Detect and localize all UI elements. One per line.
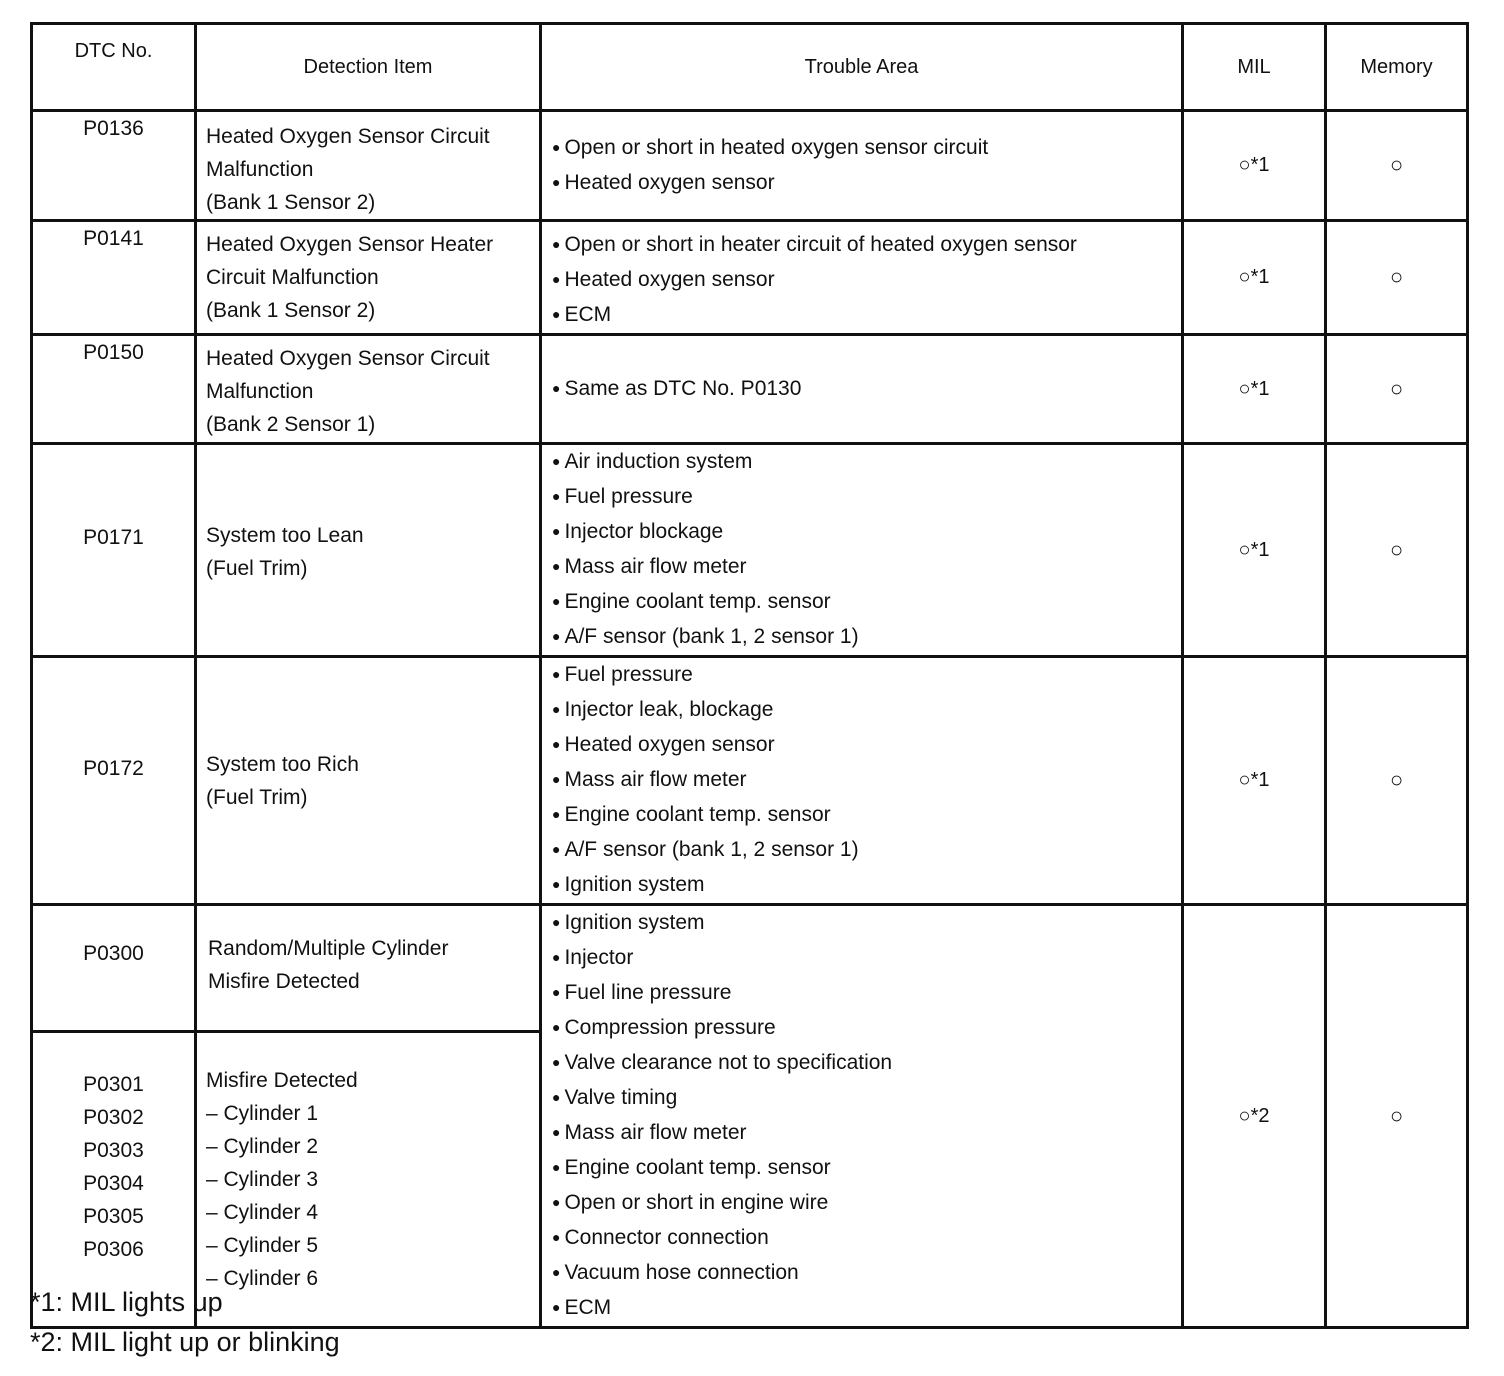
item-line: (Fuel Trim) <box>206 557 308 580</box>
item-line: (Bank 2 Sensor 1) <box>206 413 376 436</box>
bullet-icon: ● <box>552 1264 561 1280</box>
table-row <box>32 905 1468 1032</box>
trouble-area-item: ● Air induction system <box>552 450 753 473</box>
item-line: – Cylinder 4 <box>206 1201 319 1225</box>
item-line: System too Lean <box>206 524 364 547</box>
bullet-icon: ● <box>552 523 561 539</box>
detection-item-cell <box>196 221 541 335</box>
table-row <box>32 657 1468 905</box>
bullet-icon: ● <box>552 876 561 892</box>
circle-icon: ○ <box>1389 536 1404 562</box>
trouble-area-cell <box>541 657 1183 905</box>
mil-cell: ○*1 <box>1183 444 1326 657</box>
bullet-icon: ● <box>552 558 561 574</box>
detection-item-cell <box>196 657 541 905</box>
bullet-icon: ● <box>552 984 561 1000</box>
trouble-area-item: ● A/F sensor (bank 1, 2 sensor 1) <box>552 625 859 648</box>
trouble-area-cell <box>541 111 1183 221</box>
memory-cell <box>1326 221 1468 335</box>
trouble-area-item: ● Compression pressure <box>552 1016 776 1039</box>
dtc-cell <box>32 221 196 335</box>
item-line: System too Rich <box>206 752 359 776</box>
item-line: – Cylinder 3 <box>206 1168 319 1192</box>
header-trouble-area: Trouble Area <box>541 24 1183 111</box>
memory-cell <box>1326 905 1468 1328</box>
trouble-area-item: ● Heated oxygen sensor <box>552 268 775 291</box>
item-line: Heated Oxygen Sensor Circuit <box>206 125 490 148</box>
dtc-code: P0305 <box>83 1204 144 1228</box>
bullet-icon: ● <box>552 1194 561 1210</box>
bullet-icon: ● <box>552 453 561 469</box>
trouble-area-item: ● Engine coolant temp. sensor <box>552 590 831 613</box>
trouble-area-item: ● Engine coolant temp. sensor <box>552 803 831 826</box>
trouble-area-cell <box>541 905 1183 1328</box>
bullet-icon: ● <box>552 1299 561 1315</box>
memory-cell <box>1326 335 1468 444</box>
table-row <box>32 444 1468 657</box>
bullet-icon: ● <box>552 138 561 155</box>
table-row <box>32 111 1468 221</box>
dtc-cell <box>32 657 196 905</box>
item-line: – Cylinder 6 <box>206 1267 319 1291</box>
item-line: – Cylinder 2 <box>206 1135 319 1159</box>
header-detection-item: Detection Item <box>196 24 541 111</box>
dtc-code: P0136 <box>83 117 144 140</box>
mil-cell: ○*2 <box>1183 905 1326 1328</box>
trouble-area-item: ● Vacuum hose connection <box>552 1261 799 1284</box>
bullet-icon: ● <box>552 701 561 717</box>
trouble-area-item: ● Valve timing <box>552 1086 678 1109</box>
memory-cell <box>1326 444 1468 657</box>
trouble-area-item: ● Fuel line pressure <box>552 981 732 1004</box>
bullet-icon: ● <box>552 1229 561 1245</box>
trouble-area-item: ● Mass air flow meter <box>552 1121 747 1144</box>
footnotes <box>30 1282 340 1362</box>
bullet-icon: ● <box>552 1089 561 1105</box>
item-line: Misfire Detected <box>208 970 360 994</box>
trouble-area-item: ● Heated oxygen sensor <box>552 733 775 756</box>
bullet-icon: ● <box>552 1054 561 1070</box>
dtc-cell <box>32 335 196 444</box>
item-line: Misfire Detected <box>206 1069 358 1093</box>
trouble-area-item: ● Connector connection <box>552 1226 769 1249</box>
trouble-area-item: ● Injector <box>552 946 634 969</box>
bullet-icon: ● <box>552 488 561 504</box>
bullet-icon: ● <box>552 806 561 822</box>
trouble-area-cell <box>541 221 1183 335</box>
trouble-area-item: ● Mass air flow meter <box>552 768 747 791</box>
circle-icon: ○ <box>1389 264 1404 289</box>
item-line: – Cylinder 1 <box>206 1102 319 1126</box>
dtc-table <box>30 22 1469 1329</box>
bullet-icon: ● <box>552 736 561 752</box>
header-memory: Memory <box>1326 24 1468 111</box>
dtc-code: P0304 <box>83 1171 144 1195</box>
trouble-area-item: ● Injector leak, blockage <box>552 698 774 721</box>
item-line: (Fuel Trim) <box>206 785 308 809</box>
detection-item-cell <box>196 905 541 1032</box>
trouble-area-cell <box>541 335 1183 444</box>
trouble-area-item: ● Fuel pressure <box>552 485 693 508</box>
dtc-code: P0141 <box>83 227 144 250</box>
dtc-code: P0303 <box>83 1138 144 1162</box>
circle-icon: ○ <box>1389 152 1404 177</box>
footnote: *2: MIL light up or blinking <box>30 1327 340 1357</box>
dtc-code: P0302 <box>83 1105 144 1129</box>
dtc-code: P0301 <box>83 1072 144 1096</box>
item-line: Heated Oxygen Sensor Circuit <box>206 347 490 370</box>
table-header-row <box>32 24 1468 111</box>
trouble-area-item: ● ECM <box>552 1296 612 1319</box>
header-dtc-no: DTC No. <box>32 24 196 111</box>
bullet-icon: ● <box>552 379 561 396</box>
bullet-icon: ● <box>552 1124 561 1140</box>
dtc-code: P0171 <box>83 525 144 549</box>
trouble-area-item: ● Open or short in heated oxygen sensor circuit <box>552 135 989 159</box>
detection-item-cell <box>196 111 541 221</box>
dtc-code: P0300 <box>83 941 144 965</box>
item-line: Malfunction <box>206 380 314 403</box>
trouble-area-item: ● Valve clearance not to specification <box>552 1051 893 1074</box>
bullet-icon: ● <box>552 914 561 930</box>
item-line: (Bank 1 Sensor 2) <box>206 191 376 214</box>
bullet-icon: ● <box>552 1159 561 1175</box>
dtc-cell <box>32 444 196 657</box>
footnote: *1: MIL lights up <box>30 1287 223 1317</box>
bullet-icon: ● <box>552 949 561 965</box>
bullet-icon: ● <box>552 771 561 787</box>
table-row <box>32 221 1468 335</box>
trouble-area-item: ● Heated oxygen sensor <box>552 170 775 194</box>
bullet-icon: ● <box>552 628 561 644</box>
dtc-cell <box>32 905 196 1032</box>
item-line: Circuit Malfunction <box>206 266 379 289</box>
trouble-area-item: ● Injector blockage <box>552 520 724 543</box>
item-line: – Cylinder 5 <box>206 1234 319 1258</box>
circle-icon: ○ <box>1389 1102 1404 1128</box>
header-mil: MIL <box>1183 24 1326 111</box>
trouble-area-item: ● Mass air flow meter <box>552 555 747 578</box>
circle-icon: ○ <box>1389 767 1404 792</box>
dtc-code: P0150 <box>83 341 144 364</box>
bullet-icon: ● <box>552 173 561 190</box>
mil-cell: ○*1 <box>1183 335 1326 444</box>
bullet-icon: ● <box>552 593 561 609</box>
circle-icon: ○ <box>1389 375 1404 401</box>
memory-cell <box>1326 657 1468 905</box>
bullet-icon: ● <box>552 271 561 287</box>
trouble-area-item: ● ECM <box>552 303 612 326</box>
item-line: Random/Multiple Cylinder <box>208 937 449 961</box>
trouble-area-item: ● Ignition system <box>552 873 705 896</box>
bullet-icon: ● <box>552 236 561 252</box>
bullet-icon: ● <box>552 666 561 682</box>
table-row <box>32 335 1468 444</box>
trouble-area-item: ● Open or short in engine wire <box>552 1191 829 1214</box>
item-line: Heated Oxygen Sensor Heater <box>206 233 494 256</box>
bullet-icon: ● <box>552 1019 561 1035</box>
trouble-area-item: ● Engine coolant temp. sensor <box>552 1156 831 1179</box>
dtc-code: P0172 <box>83 757 144 780</box>
trouble-area-item: ● Ignition system <box>552 911 705 934</box>
bullet-icon: ● <box>552 841 561 857</box>
trouble-area-item: ● Same as DTC No. P0130 <box>552 376 802 400</box>
bullet-icon: ● <box>552 306 561 322</box>
mil-cell: ○*1 <box>1183 657 1326 905</box>
trouble-area-item: ● Open or short in heater circuit of heated oxygen sensor <box>552 233 1077 256</box>
mil-cell: ○*1 <box>1183 111 1326 221</box>
trouble-area-item: ● Fuel pressure <box>552 663 693 686</box>
trouble-area-cell <box>541 444 1183 657</box>
mil-cell: ○*1 <box>1183 221 1326 335</box>
item-line: Malfunction <box>206 158 314 181</box>
trouble-area-item: ● A/F sensor (bank 1, 2 sensor 1) <box>552 838 859 861</box>
item-line: (Bank 1 Sensor 2) <box>206 299 376 322</box>
detection-item-cell <box>196 444 541 657</box>
memory-cell <box>1326 111 1468 221</box>
dtc-code: P0306 <box>83 1237 144 1261</box>
dtc-cell <box>32 111 196 221</box>
detection-item-cell <box>196 335 541 444</box>
